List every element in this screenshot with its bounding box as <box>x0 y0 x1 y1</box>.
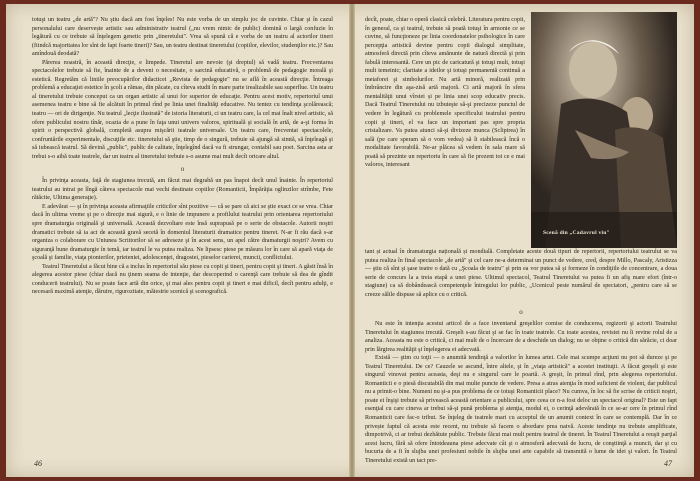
right-page <box>355 4 694 477</box>
left-paragraph-3: În privinţa aceasta, faţă de stagiunea trecută, am făcut mai degrabă un pas înapoi decît unul înainte. În repertoriul teatrului au intrat pe lîngă câteva spectacole mai vechi destinate copiilor (Romanticii, Împărăţia oglinzilor strîmbe, Fete rătăcite, Ultima generaţie). <box>32 178 333 202</box>
right-full-width-block <box>365 248 677 299</box>
section-separator-right: o <box>519 308 523 316</box>
left-page <box>6 4 349 477</box>
left-paragraph-2: Părerea noastră, în această direcţie, e limpede. Tineretul are nevoie (şi dreptul) să vadă teatru. Frecventarea spectacolelor trebuie să fie, înainte de a deveni o necesitate, o sarcină educativă, o problemă de pedagogie morală şi estetică. Regretăm că liniile preocupărilor didacticei „Revista de pedagogie" nu se află în această direcţie. Întreaga problemă a educaţiei estetice în şcoli a rămas, din păcate, cu cîteva studii în mare parte irealizabile sau superflue. Un teatru al tineretului trebuie conceput ca un organ artistic al unui for superior de educaţie. Pentru acest motiv, repertoriul unui asemenea teatru e bine să fie alcătuit în primul rînd pe linia unei finalităţi educative. Nu tentez cu tendinţa şcolărească; teatru — ori de dirigenţie. Nu teatrul „lecţie ilustrată" de istoria literaturii, ci un teatru care, la cel mai înalt nivel artistic, să ofere publicului nostru tînăr, ocazia de a pune în faţa unui univers valoros, spirituală şi socială în artă, de a-şi forma în spirit o perspectivă globală, completă asupra mişcării teatrale universale. Un teatru care, frecventat spectacolele, confruntările experimentale, discuţiile etc. tineretului să ştie, timp de o singură, trebuie să ajungă să simtă, să înţeleagă şi să iubească teatrul. Să devină „public", public de calitate, înţelegînd dacă va fi strungar, contabil sau poet. Sarcina asta ar trebui s-o aibă toate teatrele, dar un teatru al tineretului trebuie s-o asume mai mult decît oricare altul. <box>32 59 333 160</box>
book-spread <box>6 4 694 477</box>
right-paragraph-3: Nu este în intenţia acestui articol de a face inventarul greşelilor comise de conducerea, regizorii şi actorii Teatrului Tineretului în stagiunea trecută. Greşeli s-au făcut şi se fac în toate teatrele. Cu toate acestea, revistei nu îi revine rolul de a analiza. Aceasta nu este o critică, ci mai mult de o încercare de a deschide un dialog; nu se obţine o critică din sărăcie, ci doar prin lărgirea realităţii şi înţelegerea ei adecvată. <box>365 321 677 353</box>
right-paragraph-4: Există — ştim cu toţii — o anumită tendinţă a valorilor în lumea artei. Cele mai scumpe acţiuni nu pot să dureze şi pe Teatrul Tineretului. De ce? Cauzele se ascund, între altele, şi în „viaţa artistică" a acestei instituţii. A făcut greşeli şi este singurul vinovat pentru aceasta, deşi nu e singurul care le poartă. A greşit, în primul rînd, prin alegerea repertoriului. Romanticii e o piesă discutabilă din mai multe puncte de vedere. Presa a atras atenţia în mod suficient de violent, dar publicul nu a primit-o bine. Numeni nu şi-a pus problema de ce totuşi Romanticii place? Nu cumva, în loc să fie scrise de criticii noştri, poate ei înşişi trebuie să privească această orientare a publicului, spre ceea ce n-a fost deloc un spectacol original? Este un fapt esenţial cu care cineva ar trebui să-şi pună problema şi atenţia, modul ei, o cerinţă adevărată în ce se-ar cere în primul rînd Romanticii care fac-o tribut. Se înţeleg de teatrele mari cu acceptul de un anumit context în care se contemplă. Dar în ce privește faptul că acesta este recent, nu trebuie să facem o abordare prea naivă. Aceste tendinţe nu trebuie amplificate, dimpotrivă, ci ar trebui dezbătute public. Trebuie făcut mai mult pentru teatrul de tineret. În Teatrul Tineretului a reuşit parţial acest lucru, fără să ofere întotdeauna piese adecvate cât şi o atmosferă adecvată de lucru, de conştiinţă a muncii, dar şi cu bucuria de a fi în slujba unei profesiuni nobile în slujba unei arte capabile să transmită o lume de idei şi valori. În Teatrul Tineretului există un tact pre- <box>365 355 677 464</box>
left-paragraph-5: Teatrul Tineretului a făcut bine că a inclus în repertoriul său piese cu copii şi tineri, pentru copii şi tineri. A găsit însă în alegerea acestor piese (chiar dacă nu ţinem seama de intenţie, dar descoperind o carenţă care trebuie să dea de gîndit conducerii teatrului). Nu se poate face artă din orice, şi mai ales pentru copii şi tineri e mai dificil, decît pentru adulţi, e necesară maximă atenţie, dăruire, rigurozitate, măiestrie scenică şi scenografică. <box>32 263 333 296</box>
page-number-right: 47 <box>664 459 672 468</box>
left-paragraph-1: totuşi un teatru „de artă"? Nu ştiu dacă am fost înţeles! Nu este vorba de un simplu joc de cuvinte. Chiar şi în cazul personalului care deservește artistic sau administrativ teatrul („nu vrem nimic de public) domină o largă confuzie în legătură cu ce trebuie să înţelegem genetic prin „tineretului". Vrea să spună că e vorba de un teatru al actorilor tineri (fiindcă majoritatea lor sînt de fapt foarte tineri)? Sau, un teatru destinat tineretului (copiilor, elevilor, studenţilor etc.)? Sau amîndouă deodată? <box>32 17 333 58</box>
section-separator: o <box>180 165 185 174</box>
right-paragraph-2: tant și actual în dramaturgia națională și mondială. Completate aceste două tipuri de repertorii, repertoriului teatrului se va putea realiza în final spectacole „de artă" şi cel care ne-a determinat un punct de vedere, cred, despre Millo, Pascaly, Aristizza — ştiu că sînt şi şase teatre o dată cu „Şcoala de teatru" şi prin ea vor putea să şi formeze în condiţiile de concentrare, a doua serie de concurs la a treia etapă a unei piese. Ultimul spectacol, Teatrul Tineretului va putea fi un afiş mare efort (într-o stagiune) ca să dobândească competenţele întregului lor public, „Ucenicul peste numărul de spectatori, „pentru care să se creeze sălile dispuse să aplice cu o critică. <box>365 249 677 298</box>
right-top-column <box>365 16 525 170</box>
page-number-left: 46 <box>34 459 42 468</box>
scene-photo-image <box>531 12 677 248</box>
left-column <box>32 16 333 297</box>
scene-photo <box>531 12 677 248</box>
photo-caption: Scenă din „Cadavrul viu" <box>543 230 610 236</box>
right-paragraph-1: decît, poate, chiar o operă clasică celebră. Literatura pentru copii, în general, ca şi teatrul, trebuie să poată totuşi în armonie ce se cuvine, să funcţioneze pe linia coordonatelor psihologice în care percepţia artistică devine pentru copii dialogul simplitate, atmosferă directă prin cîteva amănunte de natură directă şi prin fabulă interesantă. Cere un pic de caricatură şi totuşi mult, totuşi mult temeinic; claritate a ideilor şi totuşi permanentă continuă a metaforei şi simbolurilor. Nu artă minoră, realizată prin îmbrâncire din aşa-zisă artă majoră. Ci artă majoră în sfera mentalităţii unui vîrstei și pe linia unei scop educativ precis. Dacă Teatrul Tineretului nu izbuteşte să-şi precizeze punctul de vedere în legătură cu problemele specificului teatrului pentru copii şi tineri, el va face un important pas spre propria cristalizare. Va putea atunci să-şi divizeze munca (Sclipirea) în sală (pe care speram să o vom vedea) să îi stabilească încă o modalitate favorabilă. Ne-ar plăcea să vedem în sala mare să poată să prezinte un repertoriu în care să fie prezent tot ce e mai valoros, interesant <box>365 17 525 169</box>
right-bottom-block <box>365 304 677 465</box>
left-paragraph-4: E adevărat — şi în privinţa aceasta afirmaţiile criticilor sînt pozitive — că se pare că aici se ştie exact ce se vrea. Chiar dacă în ultima vreme şi pe o direcţie mai sigură, e o linie de impunere a profilului teatrului prin orientarea repertoriului spre dramaturgia originală şi universală. Această dezvoltare este însă suprapusă pe o serie de obstacole. Autorii noştri dramatici trebuie să ia act de această gravă secetă în domeniul literaturii dramatice pentru tineret. N-ar fi rău dacă s-ar organiza o colaborare cu Uniunea Scriitorilor să se adreseze şi în acest sens, un apel către dramaturgii noştri? Avem cu siguranţă bune dramaturgie în temă, iar teatrul le va putea realiza. Ne lipsesc piese pe măsura lor în care să apară viaţa de şcoală şi familie, viaţa pionierilor, prieteniei, adolescenţei, dragostei, pieselor carierei, muncii, conflictului. <box>32 203 333 262</box>
